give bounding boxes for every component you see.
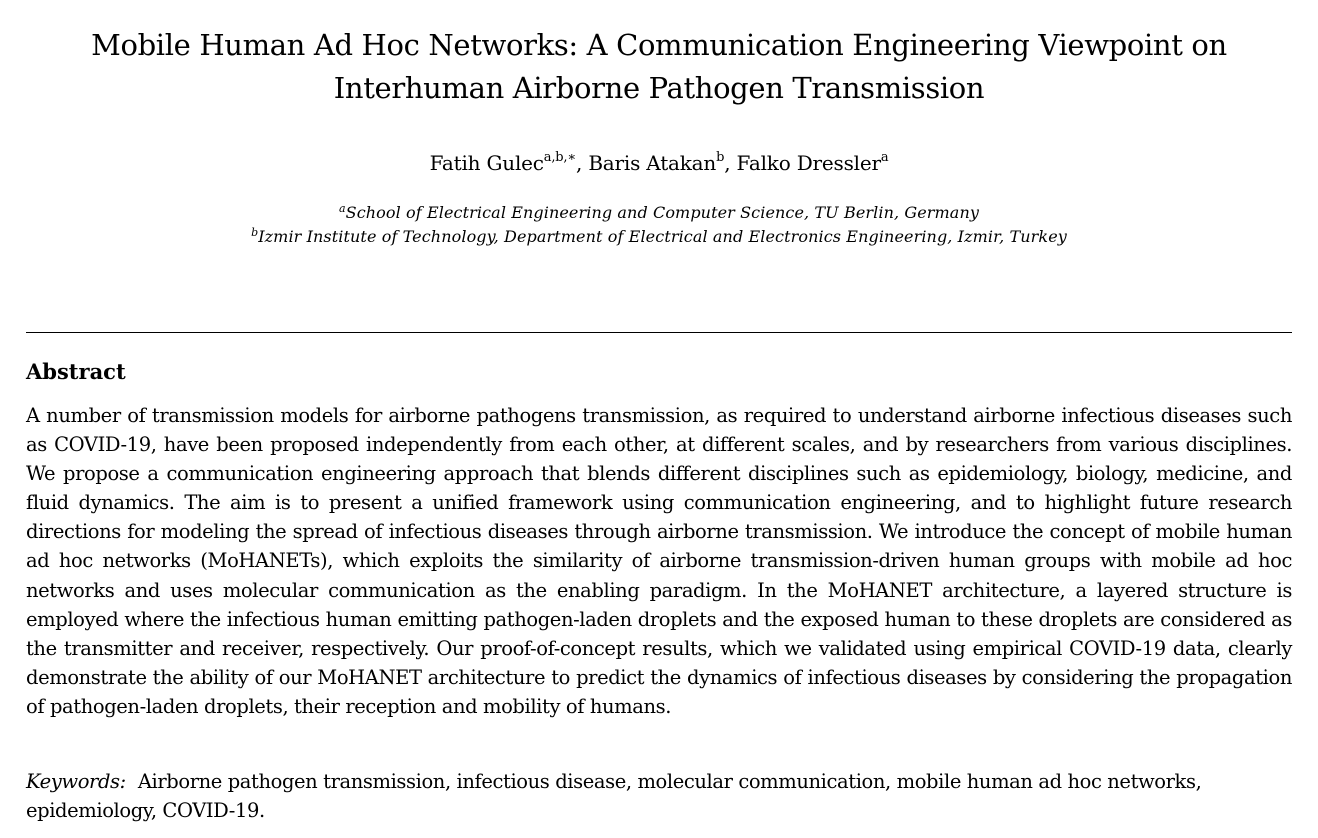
affiliation-line bbox=[0, 201, 1318, 225]
affiliation-mark: a bbox=[338, 202, 346, 215]
affiliation-list bbox=[0, 201, 1318, 249]
author-name: Baris Atakan bbox=[588, 151, 717, 175]
affiliation-line bbox=[0, 225, 1318, 249]
author-affiliation-marks: b bbox=[716, 150, 725, 165]
author-name: Fatih Gulec bbox=[429, 151, 544, 175]
keywords bbox=[26, 767, 1292, 825]
author-affiliation-marks: a bbox=[880, 150, 889, 165]
paper-title: Mobile Human Ad Hoc Networks: A Communication Engineering Viewpoint on Interhuman Airborne Pathogen Transmission bbox=[91, 28, 1227, 105]
author-separator: , bbox=[724, 151, 737, 175]
author-list bbox=[0, 148, 1318, 178]
author-name: Falko Dressler bbox=[736, 151, 881, 175]
affiliation-text: Izmir Institute of Technology, Department of Electrical and Electronics Engineering, Izmir, Turkey bbox=[258, 227, 1067, 246]
author-affiliation-marks: a,b,∗ bbox=[543, 150, 576, 165]
keywords-label: Keywords: bbox=[26, 770, 126, 793]
abstract-heading: Abstract bbox=[26, 359, 126, 384]
author-separator: , bbox=[575, 151, 589, 175]
horizontal-rule bbox=[26, 332, 1292, 333]
keywords-text: Airborne pathogen transmission, infectious disease, molecular communication, mobile human ad hoc networks, epidemiology, COVID-19. bbox=[26, 770, 1202, 822]
abstract-text: A number of transmission models for airborne pathogens transmission, as required to understand airborne infectious diseases such as COVID-19, have been proposed independently from each other, at different scales, and by researchers from various disciplines. We propose a communication engineering approach that blends different disciplines such as epidemiology, biology, medicine, and fluid dynamics. The aim is to present a unified framework using communication engineering, and to highlight future research directions for modeling the spread of infectious diseases through airborne transmission. We introduce the concept of mobile human ad hoc networks (MoHANETs), which exploits the similarity of airborne transmission-driven human groups with mobile ad hoc networks and uses molecular communication as the enabling paradigm. In the MoHANET architecture, a layered structure is employed where the infectious human emitting pathogen-laden droplets and the exposed human to these droplets are considered as the transmitter and receiver, respectively. Our proof-of-concept results, which we validated using empirical COVID-19 data, clearly demonstrate the ability of our MoHANET architecture to predict the dynamics of infectious diseases by considering the propagation of pathogen-laden droplets, their reception and mobility of humans. bbox=[26, 404, 1292, 718]
affiliation-text: School of Electrical Engineering and Computer Science, TU Berlin, Germany bbox=[345, 203, 979, 222]
affiliation-mark: b bbox=[251, 226, 259, 239]
